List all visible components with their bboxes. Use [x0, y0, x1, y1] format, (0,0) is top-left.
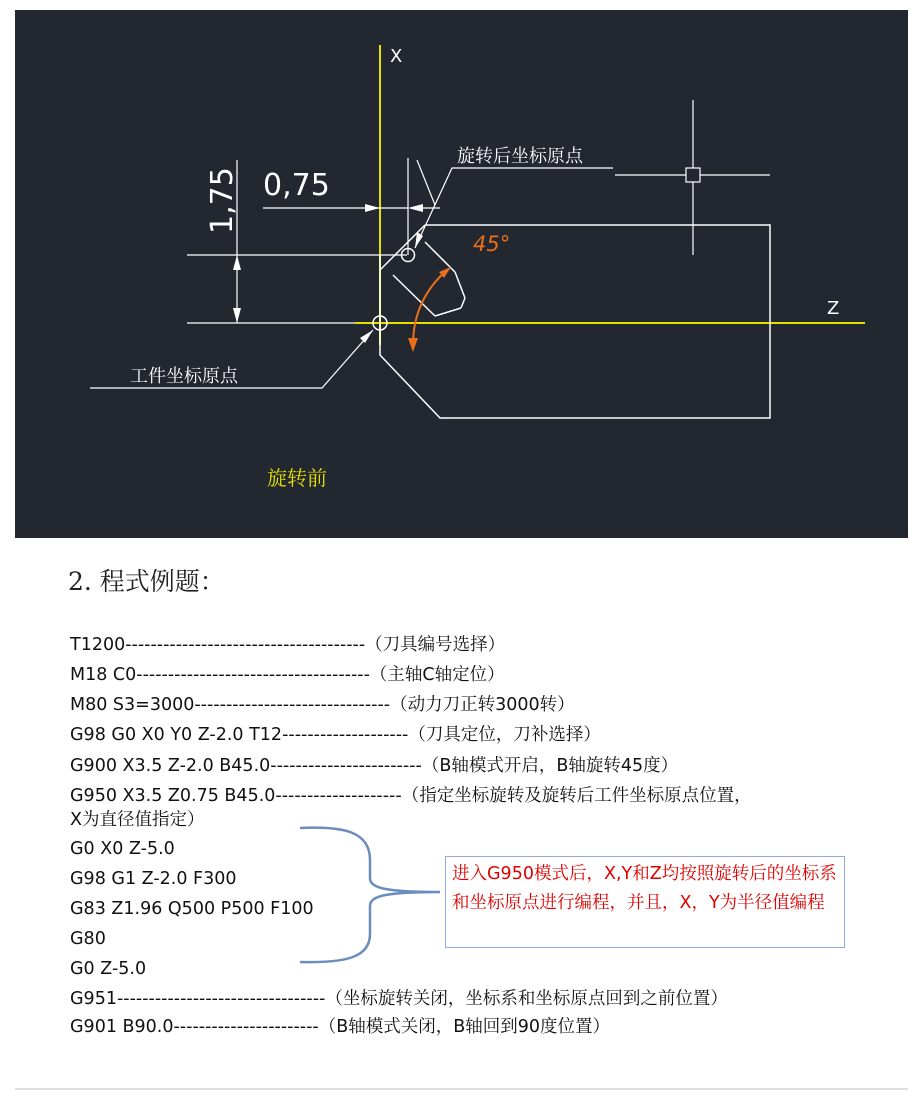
x-axis-label: X	[390, 46, 403, 67]
cad-linework	[15, 10, 908, 538]
code-line: G951---------------------------------（坐标旋转关闭，坐标系和坐标原点回到之前位置）	[70, 989, 728, 1009]
code-line: G0 X0 Z-5.0	[70, 839, 175, 859]
dimension-horizontal: 0,75	[263, 168, 330, 203]
workpiece-origin-label: 工件坐标原点	[130, 366, 238, 387]
rotated-origin-label: 旋转后坐标原点	[457, 146, 583, 167]
divider	[15, 1088, 908, 1090]
code-line: M80 S3=3000-------------------------------（动力刀正转3000转）	[70, 695, 575, 715]
code-line: G98 G1 Z-2.0 F300	[70, 869, 237, 889]
angle-arc	[413, 270, 447, 345]
code-line: G901 B90.0-----------------------（B轴模式关闭，B轴回到90度位置）	[70, 1017, 611, 1037]
annotation-note: 进入G950模式后，X,Y和Z均按照旋转后的坐标系和坐标原点进行编程，并且，X，Y为半径值编程	[445, 856, 845, 948]
cad-drawing	[15, 10, 908, 538]
code-line: T1200--------------------------------------（刀具编号选择）	[70, 635, 506, 655]
section-heading: 2. 程式例题：	[68, 567, 225, 596]
code-line: G0 Z-5.0	[70, 959, 147, 979]
code-line: G98 G0 X0 Y0 Z-2.0 T12--------------------（刀具定位，刀补选择）	[70, 725, 601, 745]
code-line: G80	[70, 929, 106, 949]
z-axis-label: Z	[827, 298, 840, 319]
angle-label: 45°	[473, 232, 511, 256]
rotated-tool	[393, 242, 465, 316]
curly-brace	[300, 828, 440, 962]
code-line: M18 C0-------------------------------------（主轴C轴定位）	[70, 665, 505, 685]
code-line: G83 Z1.96 Q500 P500 F100	[70, 899, 314, 919]
dimension-vertical: 1,75	[205, 167, 240, 234]
code-line: X为直径值指定）	[70, 810, 205, 830]
code-line: G950 X3.5 Z0.75 B45.0--------------------（指定坐标旋转及旋转后工件坐标原点位置，	[70, 786, 752, 806]
cad-caption: 旋转前	[267, 466, 327, 490]
code-line: G900 X3.5 Z-2.0 B45.0------------------------（B轴模式开启，B轴旋转45度）	[70, 756, 679, 776]
workpiece-outline	[380, 225, 770, 418]
